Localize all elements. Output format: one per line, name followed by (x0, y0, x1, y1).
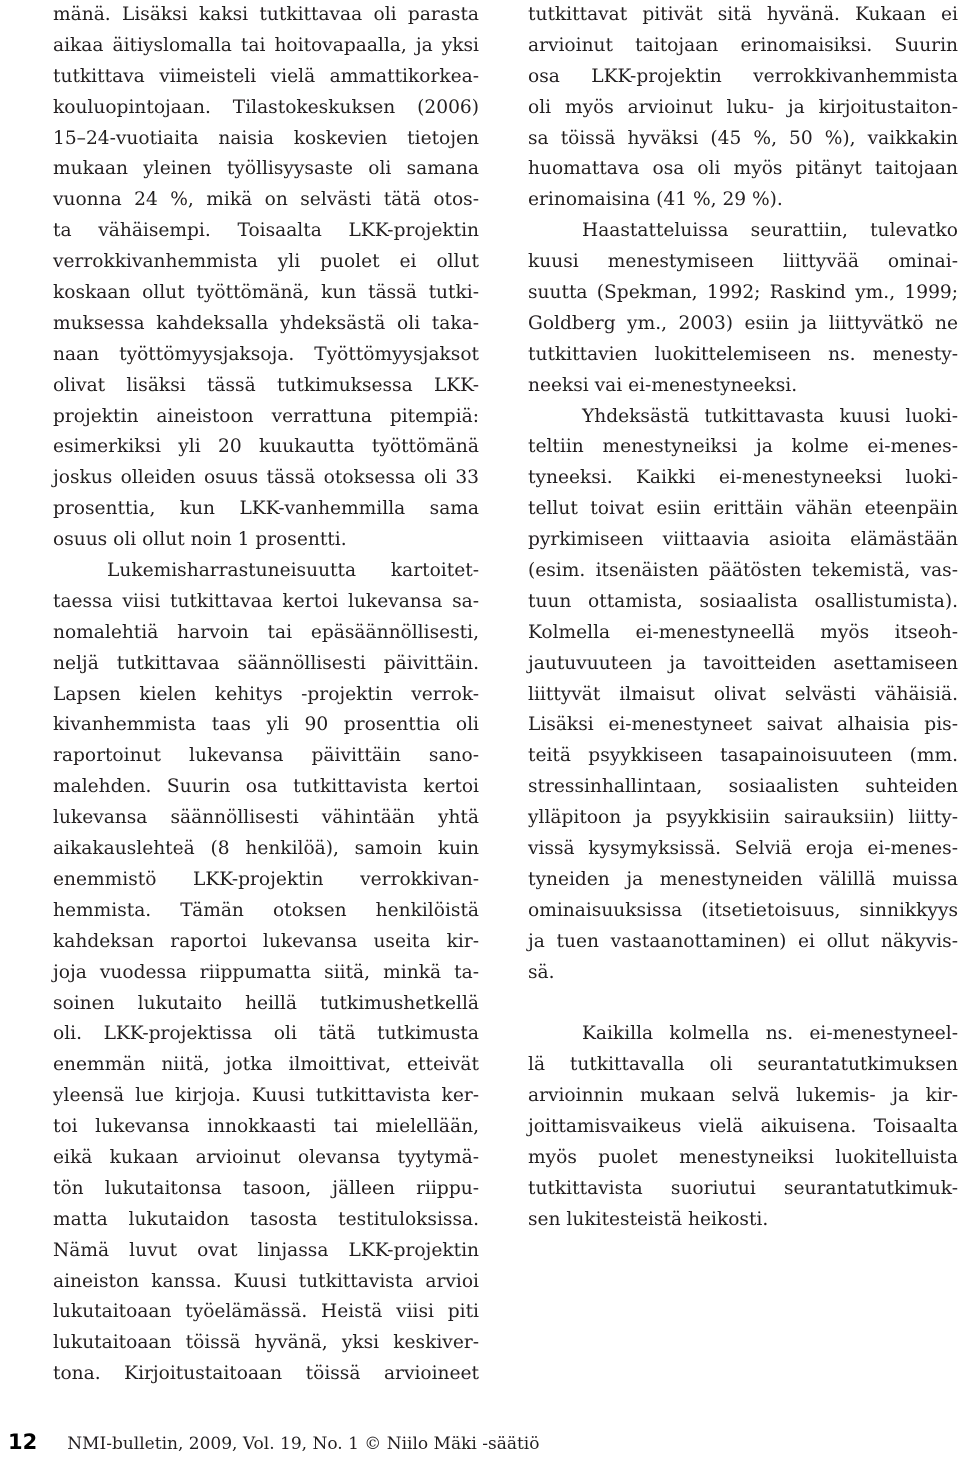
text-line: verrokkivanhemmista yli puolet ei ollut (53, 251, 479, 273)
text-line: neljä tutkittavaa säännöllisesti päivittäin. (53, 652, 479, 674)
text-line: tutkittavista suoriutui seurantatutkimuk- (528, 1177, 958, 1199)
text-line: tona. Kirjoitustaitoaan töissä arvioineet (53, 1363, 479, 1385)
text-line: Kaikilla kolmella ns. ei-menestyneel- (582, 1023, 958, 1045)
text-line: jautuvuuteen ja tavoitteiden asettamiseen (528, 652, 958, 674)
text-line: pyrkimiseen viittaavia asioita elämästään (528, 529, 958, 551)
text-line: kahdeksan raportoi lukevansa useita kir- (53, 930, 479, 952)
text-line: neeksi vai ei-menestyneeksi. (528, 374, 798, 396)
text-line: Lisäksi ei-menestyneet saivat alhaisia pis- (528, 714, 958, 736)
text-line: sa töissä hyväksi (45 %, 50 %), vaikkakin (528, 127, 958, 149)
text-line: joskus olleiden osuus tässä otoksessa oli 33 (53, 467, 479, 489)
text-line: osa LKK-projektin verrokkivanhemmista (528, 65, 958, 87)
text-line: oli. LKK-projektissa oli tätä tutkimusta (53, 1023, 479, 1045)
text-line: tuun ottamista, sosiaalista osallistumista). (528, 590, 958, 612)
text-line: sen lukitesteistä heikosti. (528, 1208, 769, 1230)
footer-citation: NMI-bulletin, 2009, Vol. 19, No. 1 © Niilo Mäki -säätiö (67, 1434, 540, 1454)
left-text-column (53, 0, 479, 1390)
text-line: Lapsen kielen kehitys -projektin verrok- (53, 683, 479, 705)
text-line: lä tutkittavalla oli seurantatutkimuksen (528, 1054, 958, 1076)
text-line: ominaisuuksissa (itsetietoisuus, sinnikkyys (528, 899, 958, 921)
text-line: erinomaisina (41 %, 29 %). (528, 189, 783, 211)
text-line: tutkittava viimeisteli vielä ammattikorkea- (53, 65, 479, 87)
text-line: toi lukevansa innokkaasti tai mielellään, (53, 1116, 479, 1138)
text-line: malehden. Suurin osa tutkittavista kertoi (53, 776, 479, 798)
text-line: tutkittavien luokittelemiseen ns. menesty- (528, 343, 958, 365)
text-line: ja tuen vastaanottaminen) ei ollut näkyvis- (528, 930, 958, 952)
text-line: tellut toivat esiin erittäin vähän eteenpäin (528, 498, 958, 520)
text-line: enemmän niitä, jotka ilmoittivat, etteivät (53, 1054, 479, 1076)
text-line: lukevansa säännöllisesti vähintään yhtä (53, 807, 479, 829)
page-number: 12 (8, 1430, 38, 1454)
text-line: Lukemisharrastuneisuutta kartoitet- (107, 560, 479, 582)
text-line: olivat lisäksi tässä tutkimuksessa LKK- (53, 374, 479, 396)
text-line: liittyvät ilmaisut olivat selvästi vähäisiä. (528, 683, 958, 705)
text-line: kouluopintojaan. Tilastokeskuksen (2006) (53, 96, 479, 118)
text-line: Nämä luvut ovat linjassa LKK-projektin (53, 1239, 479, 1261)
text-line: Yhdeksästä tutkittavasta kuusi luoki- (582, 405, 958, 427)
text-line: esimerkiksi yli 20 kuukautta työttömänä (53, 436, 479, 458)
text-line: suutta (Spekman, 1992; Raskind ym., 1999; (528, 282, 958, 304)
text-line: mukaan yleinen työllisyysaste oli samana (53, 158, 479, 180)
text-line: joja vuodessa riippumatta siitä, minkä ta- (53, 961, 479, 983)
text-line (528, 989, 958, 1020)
text-line: matta lukutaidon tasosta testituloksissa. (53, 1208, 479, 1230)
text-line: vuonna 24 %, mikä on selvästi tätä otos- (53, 189, 479, 211)
text-line: arvioinut taitojaan erinomaisiksi. Suurin (528, 34, 958, 56)
right-text-column (528, 0, 958, 1236)
text-line: nomalehtiä harvoin tai epäsäännöllisesti, (53, 621, 479, 643)
text-line: eikä kukaan arvioinut olevansa tyytymä- (53, 1146, 479, 1168)
text-line: myös puolet menestyneiksi luokitelluista (528, 1146, 958, 1168)
text-line: lukutaitoaan töissä hyvänä, yksi keskiver- (53, 1332, 479, 1354)
text-line: soinen lukutaito heillä tutkimushetkellä (53, 992, 479, 1014)
text-line: tyneeksi. Kaikki ei-menestyneeksi luoki- (528, 467, 958, 489)
text-line: (esim. itsenäisten päätösten tekemistä, vas- (528, 560, 958, 582)
page-footer (8, 1430, 539, 1460)
text-line: lukutaitoaan työelämässä. Heistä viisi piti (53, 1301, 479, 1323)
text-line: arvioinnin mukaan selvä lukemis- ja kir- (528, 1085, 958, 1107)
text-line: aineiston kanssa. Kuusi tutkittavista arvioi (53, 1270, 479, 1292)
text-line: teltiin menestyneiksi ja kolme ei-menes- (528, 436, 958, 458)
text-line: taessa viisi tutkittavaa kertoi lukevansa sa- (53, 590, 479, 612)
text-line: raportoinut lukevansa päivittäin sano- (53, 745, 479, 767)
text-line: mänä. Lisäksi kaksi tutkittavaa oli parasta (53, 4, 479, 25)
text-line: prosenttia, kun LKK-vanhemmilla sama (53, 498, 479, 520)
text-line: tutkittavat pitivät sitä hyvänä. Kukaan ei (528, 4, 958, 25)
text-line: aikaa äitiyslomalla tai hoitovapaalla, ja yksi (53, 34, 479, 56)
text-line: yleensä lue kirjoja. Kuusi tutkittavista ker- (53, 1085, 479, 1107)
text-line: naan työttömyysjaksoja. Työttömyysjaksot (53, 343, 479, 365)
text-line: koskaan ollut työttömänä, kun tässä tutki- (53, 282, 479, 304)
text-line: Goldberg ym., 2003) esiin ja liittyvätkö ne (528, 312, 958, 334)
text-line: 15–24-vuotiaita naisia koskevien tietojen (53, 127, 479, 149)
text-line: kuusi menestymiseen liittyvää ominai- (528, 251, 958, 273)
text-line: tön lukutaitonsa tasoon, jälleen riippu- (53, 1177, 479, 1199)
text-line: huomattava osa oli myös pitänyt taitojaan (528, 158, 958, 180)
text-line: projektin aineistoon verrattuna pitempiä: (53, 405, 479, 427)
text-line: muksessa kahdeksalla yhdeksästä oli taka- (53, 312, 479, 334)
text-line: osuus oli ollut noin 1 prosentti. (53, 529, 347, 551)
text-line: ylläpitoon ja psyykkisiin sairauksiin) liitty- (528, 807, 958, 829)
text-line: kivanhemmista taas yli 90 prosenttia oli (53, 714, 479, 736)
text-line: aikakauslehteä (8 henkilöä), samoin kuin (53, 838, 479, 860)
text-line: hemmista. Tämän otoksen henkilöistä (53, 899, 479, 921)
text-line: Haastatteluissa seurattiin, tulevatko (582, 220, 958, 242)
text-line: stressinhallintaan, sosiaalisten suhteiden (528, 776, 958, 798)
text-line: oli myös arvioinut luku- ja kirjoitustaiton- (528, 96, 958, 118)
text-line: vissä kysymyksissä. Selviä eroja ei-menes- (528, 838, 958, 860)
text-line: tyneiden ja menestyneiden välillä muissa (528, 868, 958, 890)
text-line: enemmistö LKK-projektin verrokkivan- (53, 868, 479, 890)
text-line: sä. (528, 961, 555, 983)
text-line: Kolmella ei-menestyneellä myös itseoh- (528, 621, 958, 643)
text-line: joittamisvaikeus vielä aikuisena. Toisaalta (528, 1116, 958, 1138)
text-line: teitä psyykkiseen tasapainoisuuteen (mm. (528, 745, 958, 767)
text-line: ta vähäisempi. Toisaalta LKK-projektin (53, 220, 479, 242)
